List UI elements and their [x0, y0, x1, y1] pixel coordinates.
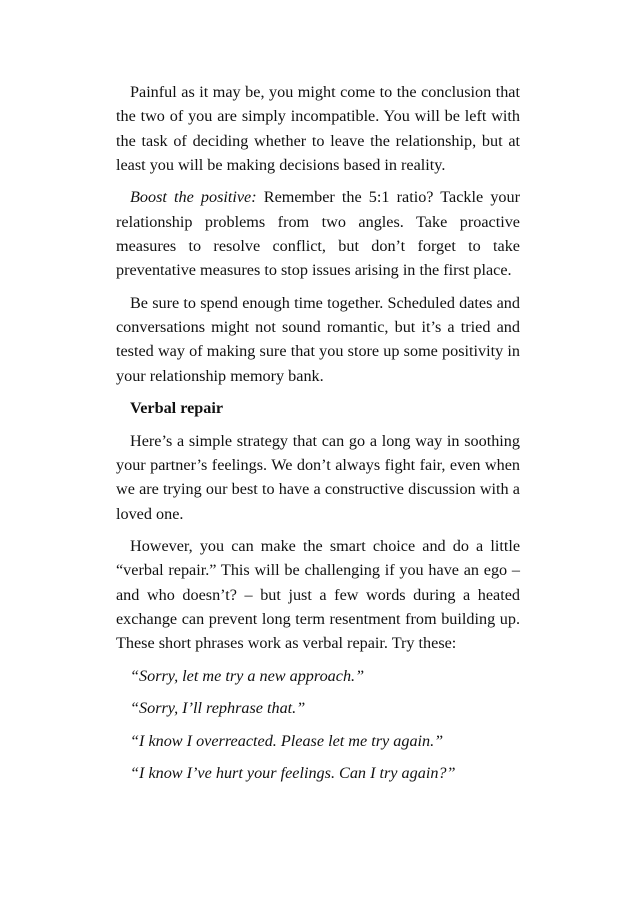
quote-phrase: “Sorry, I’ll rephrase that.” [130, 699, 306, 718]
paragraph-smart-choice: However, you can make the smart choice and do a little “verbal repair.” This will be challenging if you have an ego – and who doesn’t? – but just a few words during a heated exchange can prevent long term resentment from building up. These short phrases work as verbal repair. Try these: [116, 536, 520, 653]
paragraph-simple-strategy: Here’s a simple strategy that can go a long way in soothing your partner’s feelings. We don’t always fight fair, even when we are trying our best to have a constructive discussion with a loved one. [116, 431, 520, 523]
boost-positive-lead: Boost the positive: [130, 188, 257, 207]
paragraph-boost-positive [116, 185, 520, 282]
quote-phrase: “Sorry, let me try a new approach.” [130, 666, 365, 685]
quote-phrase: “I know I overreacted. Please let me try again.” [130, 731, 444, 750]
section-heading-verbal-repair: Verbal repair [130, 399, 224, 418]
boost-positive-body: Remember the 5:1 ratio? Tackle your relationship problems from two angles. Take proactive measures to resolve conflict, but don’t forget to take preventative measures to stop issues arising in the first place. [116, 188, 520, 280]
quote-phrase: “I know I’ve hurt your feelings. Can I try again?” [130, 764, 456, 783]
paragraph-incompatible: Painful as it may be, you might come to the conclusion that the two of you are simply incompatible. You will be left with the task of deciding whether to leave the relationship, but at least you will be making decisions based in reality. [116, 83, 520, 174]
paragraph-time-together: Be sure to spend enough time together. Scheduled dates and conversations might not sound romantic, but it’s a tried and tested way of making sure that you store up some positivity in your relationship memory bank. [116, 293, 520, 385]
document-page [116, 80, 520, 794]
